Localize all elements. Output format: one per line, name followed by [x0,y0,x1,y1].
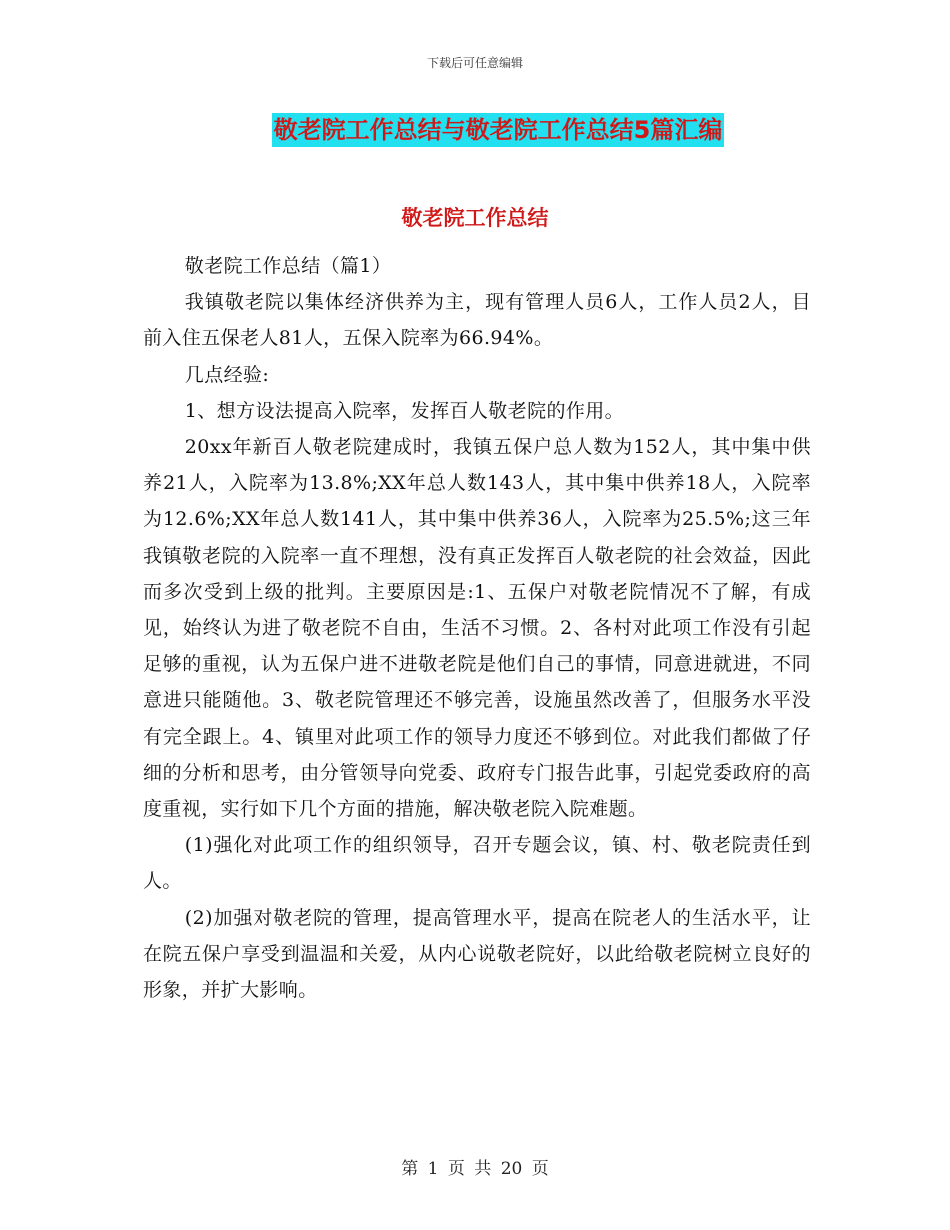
header-note: 下载后可任意编辑 [426,56,523,70]
paragraph: (2)加强对敬老院的管理，提高管理水平，提高在院老人的生活水平，让在院五保户享受到温温和关爱，从内心说敬老院好，以此给敬老院树立良好的形象，并扩大影响。 [143,906,811,1002]
paragraph: 20xx年新百人敬老院建成时，我镇五保户总人数为152人，其中集中供养21人，入院率为13.8%;XX年总人数143人，其中集中供养18人，入院率为12.6%;XX年总人数141人，其中集中供养36人，入院率为25.5%;这三年我镇敬老院的入院率一直不理想，没有真正发挥百人敬老院的社会效益，因此而多次受到上级的批判。主要原因是:1、五保户对敬老院情况不了解，有成见，始终认为进了敬老院不自由，生活不习惯。2、各村对此项工作没有引起足够的重视，认为五保户进不进敬老院是他们自己的事情，同意进就进，不同意进只能随他。3、敬老院管理还不够完善，设施虽然改善了，但服务水平没有完全跟上。4、镇里对此项工作的领导力度还不够到位。对此我们都做了仔细的分析和思考，由分管领导向党委、政府专门报告此事，引起党委政府的高度重视，实行如下几个方面的措施，解决敬老院入院难题。 [143,436,811,821]
paragraph: 我镇敬老院以集体经济供养为主，现有管理人员6人，工作人员2人，目前入住五保老人81人，五保入院率为66.94%。 [143,291,811,350]
paragraph: 几点经验: [184,363,270,386]
page-footer: 第 1 页 共 20 页 [401,1159,549,1179]
section-title: 敬老院工作总结 [401,206,549,230]
paragraph: 1、想方设法提高入院率，发挥百人敬老院的作用。 [184,399,625,422]
main-title-container [0,113,950,147]
paragraph-heading: 敬老院工作总结（篇1） [184,255,392,277]
document-body [143,248,811,1008]
paragraph: (1)强化对此项工作的组织领导，召开专题会议，镇、村、敬老院责任到人。 [143,834,811,893]
main-title: 敬老院工作总结与敬老院工作总结5篇汇编 [272,113,725,147]
